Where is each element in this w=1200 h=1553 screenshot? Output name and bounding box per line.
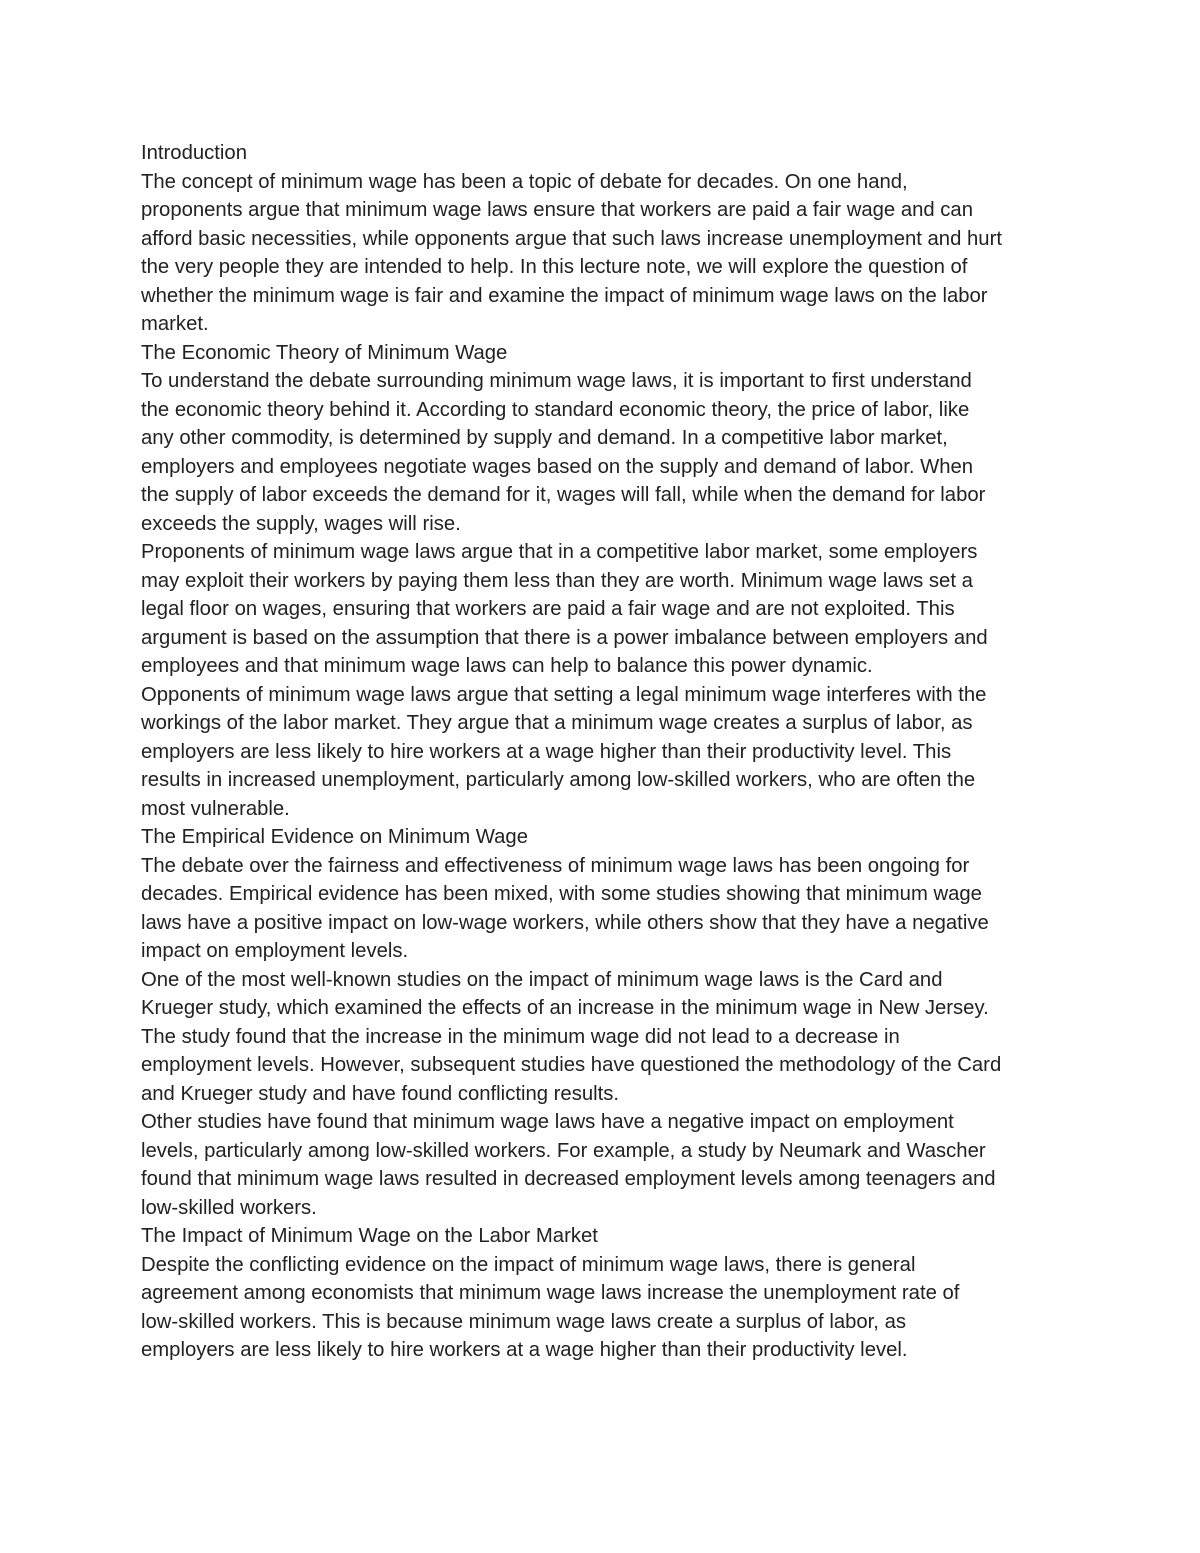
- text-line: found that minimum wage laws resulted in decreased employment levels among teenagers and: [141, 1168, 996, 1190]
- document-body: [141, 139, 1071, 1365]
- text-line: the supply of labor exceeds the demand for it, wages will fall, while when the demand for labor: [141, 484, 986, 506]
- text-line: impact on employment levels.: [141, 940, 409, 962]
- heading-labor-market-impact: The Impact of Minimum Wage on the Labor Market: [141, 1225, 598, 1247]
- text-line: To understand the debate surrounding minimum wage laws, it is important to first understand: [141, 370, 972, 392]
- text-line: The concept of minimum wage has been a topic of debate for decades. On one hand,: [141, 170, 908, 193]
- text-line: afford basic necessities, while opponents argue that such laws increase unemployment and hurt: [141, 227, 1002, 250]
- text-line: employers and employees negotiate wages based on the supply and demand of labor. When: [141, 455, 974, 478]
- text-line: low-skilled workers.: [141, 1196, 317, 1219]
- text-line: Proponents of minimum wage laws argue that in a competitive labor market, some employers: [141, 541, 978, 563]
- text-line: the economic theory behind it. According to standard economic theory, the price of labor, like: [141, 398, 970, 421]
- text-line: employment levels. However, subsequent studies have questioned the methodology of the Card: [141, 1054, 1002, 1076]
- text-line: Despite the conflicting evidence on the impact of minimum wage laws, there is general: [141, 1253, 916, 1276]
- text-line: market.: [141, 313, 209, 335]
- text-line: Opponents of minimum wage laws argue that setting a legal minimum wage interferes with the: [141, 683, 987, 706]
- text-line: exceeds the supply, wages will rise.: [141, 512, 461, 535]
- text-line: Krueger study, which examined the effects of an increase in the minimum wage in New Jersey.: [141, 997, 989, 1019]
- text-line: results in increased unemployment, particularly among low-skilled workers, who are often the: [141, 769, 976, 791]
- text-line: employers are less likely to hire workers at a wage higher than their productivity level.: [141, 1339, 908, 1361]
- text-line: agreement among economists that minimum wage laws increase the unemployment rate of: [141, 1282, 960, 1304]
- text-line: any other commodity, is determined by supply and demand. In a competitive labor market,: [141, 427, 948, 449]
- text-line: may exploit their workers by paying them less than they are worth. Minimum wage laws set a: [141, 569, 973, 592]
- heading-empirical-evidence: The Empirical Evidence on Minimum Wage: [141, 826, 528, 848]
- text-line: One of the most well-known studies on the impact of minimum wage laws is the Card and: [141, 968, 943, 991]
- heading-introduction: Introduction: [141, 142, 247, 164]
- text-line: most vulnerable.: [141, 797, 290, 820]
- text-line: low-skilled workers. This is because minimum wage laws create a surplus of labor, as: [141, 1310, 906, 1333]
- text-line: workings of the labor market. They argue that a minimum wage creates a surplus of labor, as: [141, 712, 973, 734]
- heading-economic-theory: The Economic Theory of Minimum Wage: [141, 341, 508, 364]
- text-line: the very people they are intended to help. In this lecture note, we will explore the question of: [141, 256, 968, 278]
- text-line: The study found that the increase in the minimum wage did not lead to a decrease in: [141, 1025, 900, 1048]
- text-line: proponents argue that minimum wage laws ensure that workers are paid a fair wage and can: [141, 199, 973, 221]
- text-line: decades. Empirical evidence has been mixed, with some studies showing that minimum wage: [141, 883, 982, 905]
- text-line: Other studies have found that minimum wage laws have a negative impact on employment: [141, 1111, 954, 1133]
- text-line: argument is based on the assumption that there is a power imbalance between employers and: [141, 626, 988, 649]
- text-line: laws have a positive impact on low-wage workers, while others show that they have a negative: [141, 911, 989, 934]
- text-line: levels, particularly among low-skilled workers. For example, a study by Neumark and Wascher: [141, 1139, 986, 1162]
- text-line: and Krueger study and have found conflicting results.: [141, 1082, 620, 1105]
- text-line: The debate over the fairness and effectiveness of minimum wage laws has been ongoing for: [141, 854, 970, 877]
- text-line: employees and that minimum wage laws can help to balance this power dynamic.: [141, 655, 873, 677]
- text-line: legal floor on wages, ensuring that workers are paid a fair wage and are not exploited. This: [141, 598, 955, 620]
- text-line: employers are less likely to hire workers at a wage higher than their productivity level. This: [141, 740, 952, 763]
- text-line: whether the minimum wage is fair and examine the impact of minimum wage laws on the labor: [141, 284, 988, 307]
